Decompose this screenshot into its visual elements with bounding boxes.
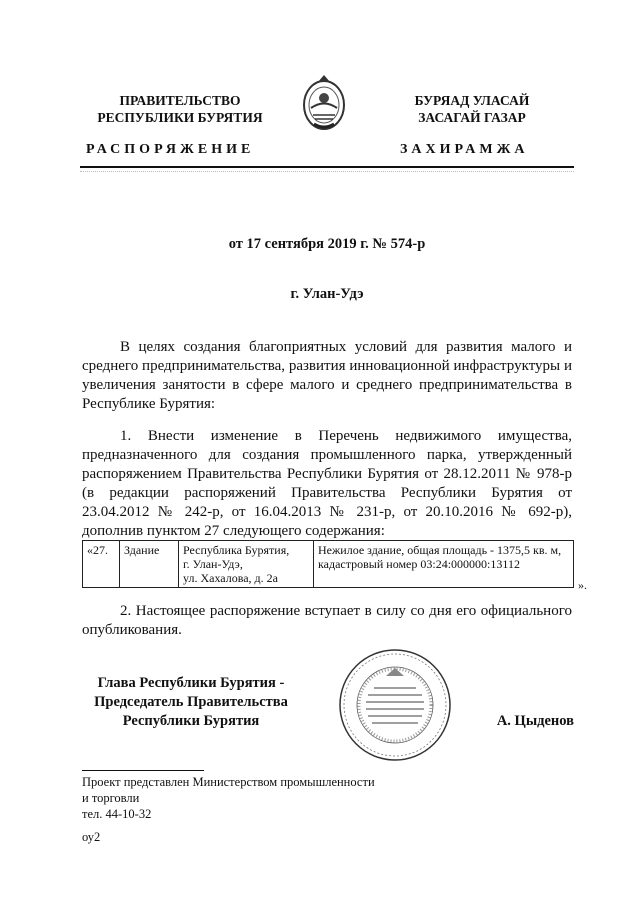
footer-phone: тел. 44-10-32 [82,807,152,821]
insert-table-wrap [82,540,574,588]
signatory-name: А. Цыденов [496,713,574,729]
emblem-icon [299,72,349,134]
doc-type-ru: РАСПОРЯЖЕНИЕ [86,142,255,157]
footer-code: оу2 [82,830,101,844]
footer-note [82,774,482,822]
footer-line-1: Проект представлен Министерством промышленности [82,775,375,789]
footer-line-2: и торговли [82,791,140,805]
header-left [80,92,280,126]
date-number: от 17 сентября 2019 г. № 574-р [228,236,426,252]
doc-type-bua: ЗАХИРАМЖА [400,142,529,157]
seal-icon [338,648,452,762]
address-line-1: Республика Бурятия, [183,543,290,557]
cell-number: «27. [83,541,120,588]
signatory-line-2: Председатель Правительства [94,694,288,710]
description-line-1: Нежилое здание, общая площадь - 1375,5 кв. м, [318,543,562,557]
item1-block [82,427,572,541]
cell-address [179,541,314,588]
signatory-title [82,674,300,731]
description-line-2: кадастровый номер 03:24:000000:13112 [318,557,520,571]
signatory-line-1: Глава Республики Бурятия - [97,675,285,691]
table-end-mark: ». [578,578,587,592]
city: г. Улан-Удэ [290,286,364,302]
signatory-line-3: Республики Бурятия [122,713,260,729]
item-2: 2. Настоящее распоряжение вступает в силу со дня его официального опубликования. [82,603,572,638]
gov-name-ru-2: РЕСПУБЛИКИ БУРЯТИЯ [97,110,263,125]
item2-block [82,602,572,640]
insert-table [82,540,574,588]
cell-type: Здание [120,541,179,588]
gov-name-bua-2: ЗАСАГАЙ ГАЗАР [418,110,526,125]
preamble: В целях создания благоприятных условий для развития малого и среднего предпринимательства, развития инновационной инфраструктуры и увеличения занятости в сфере малого и среднего предпринимательства в Республике Бурятия: [82,339,572,412]
gov-name-bua-1: БУРЯАД УЛАСАЙ [414,93,530,108]
table-row [83,541,574,588]
address-line-2: г. Улан-Удэ, [183,557,243,571]
header-divider [80,166,574,168]
header-right [372,92,572,126]
gov-name-ru-1: ПРАВИТЕЛЬСТВО [119,93,241,108]
item-1: 1. Внести изменение в Перечень недвижимого имущества, предназначенного для создания промышленного парка, утвержденный распоряжением Правительства Республики Бурятия от 28.12.2011 № 978-р (в редакции распоряжений Правительства Республики Бурятия от 23.04.2012 № 242-р, от 16.04.2013 № 231-р, от 20.10.2016 № 692-р), дополнив пунктом 27 следующего содержания: [82,428,572,539]
header-divider-thin [80,171,574,172]
footer-divider [82,770,204,771]
cell-description [314,541,574,588]
preamble-block [82,338,572,414]
address-line-3: ул. Хахалова, д. 2а [183,571,278,585]
